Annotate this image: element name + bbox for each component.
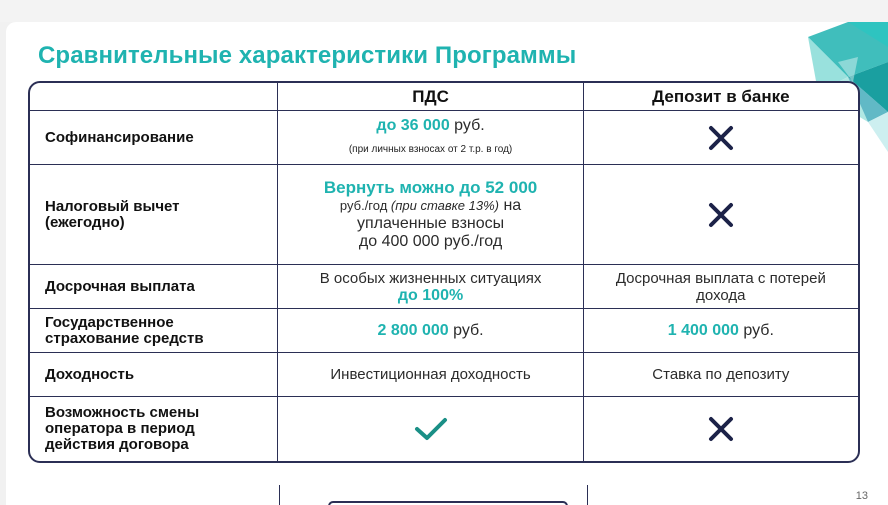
row-label: Досрочная выплата	[30, 265, 278, 308]
deposit-insurance-amount: 1 400 000	[667, 322, 739, 339]
pds-early-payout	[278, 265, 583, 308]
row-label	[30, 165, 278, 264]
deposit-yield: Ставка по депозиту	[652, 366, 790, 383]
deposit-tax-deduction	[584, 165, 858, 264]
page-title: Сравнительные характеристики Программы	[38, 42, 577, 69]
row-label: Софинансирование	[30, 111, 278, 164]
row-label	[30, 397, 278, 461]
pds-tax-line4: до 400 000 руб./год	[358, 233, 503, 250]
cross-icon	[708, 202, 734, 228]
deposit-operator-change	[584, 397, 858, 461]
row-label	[30, 309, 278, 352]
insurance-label-line2: страхование средств	[45, 329, 204, 347]
comparison-table	[28, 81, 860, 463]
deposit-insurance	[584, 309, 858, 352]
deposit-early-line1: Досрочная выплата с потерей	[615, 269, 826, 287]
operator-label-line3: действия договора	[45, 436, 189, 453]
deposit-early-line2: дохода	[696, 286, 746, 304]
pds-tax-line2b: (при ставке 13%)	[390, 198, 499, 213]
pds-early-highlight: до 100%	[397, 286, 464, 304]
pds-early-line1: В особых жизненных ситуациях	[319, 269, 542, 287]
tax-label-line2: (ежегодно)	[45, 213, 125, 231]
table-row-operator-change	[30, 397, 858, 461]
cross-icon	[708, 416, 734, 442]
pds-insurance	[278, 309, 583, 352]
table-continuation	[28, 485, 860, 505]
pds-tax-line2a: руб./год	[339, 198, 391, 213]
cut-off-button	[328, 501, 568, 505]
deposit-insurance-suffix: руб.	[738, 322, 774, 339]
header-deposit: Депозит в банке	[652, 87, 790, 106]
header-pds: ПДС	[278, 83, 583, 110]
pds-insurance-amount: 2 800 000	[377, 322, 449, 339]
pds-cofin-note: (при личных взносах от 2 т.р. в год)	[348, 144, 513, 155]
top-bar	[0, 0, 888, 22]
header-empty	[30, 83, 278, 110]
pds-tax-deduction	[278, 165, 583, 264]
divider	[279, 485, 280, 505]
table-row-cofinancing	[30, 111, 858, 165]
pds-tax-line3: уплаченные взносы	[356, 215, 505, 232]
deposit-early-payout	[584, 265, 858, 308]
pds-cofin-suffix: руб.	[449, 117, 485, 134]
pds-tax-line2c: на	[499, 197, 522, 214]
pds-cofinancing	[278, 111, 583, 164]
pds-yield: Инвестиционная доходность	[278, 353, 583, 396]
divider	[587, 485, 588, 505]
pds-operator-change	[278, 397, 583, 461]
operator-label-line1: Возможность смены	[45, 404, 200, 421]
page-number: 13	[855, 490, 868, 502]
check-icon	[414, 416, 448, 442]
pds-cofin-amount: до 36 000	[376, 117, 450, 134]
row-label: Доходность	[30, 353, 278, 396]
tax-label-line1: Налоговый вычет	[45, 197, 180, 215]
table-header-row	[30, 83, 858, 111]
deposit-cofinancing	[584, 111, 858, 164]
table-row-tax-deduction	[30, 165, 858, 265]
table-row-insurance	[30, 309, 858, 353]
pds-tax-highlight: Вернуть можно до 52 000	[323, 178, 538, 197]
table-row-early-payout	[30, 265, 858, 309]
table-row-yield	[30, 353, 858, 397]
cross-icon	[708, 125, 734, 151]
pds-insurance-suffix: руб.	[448, 322, 484, 339]
insurance-label-line1: Государственное	[45, 313, 174, 331]
operator-label-line2: оператора в период	[45, 420, 195, 437]
